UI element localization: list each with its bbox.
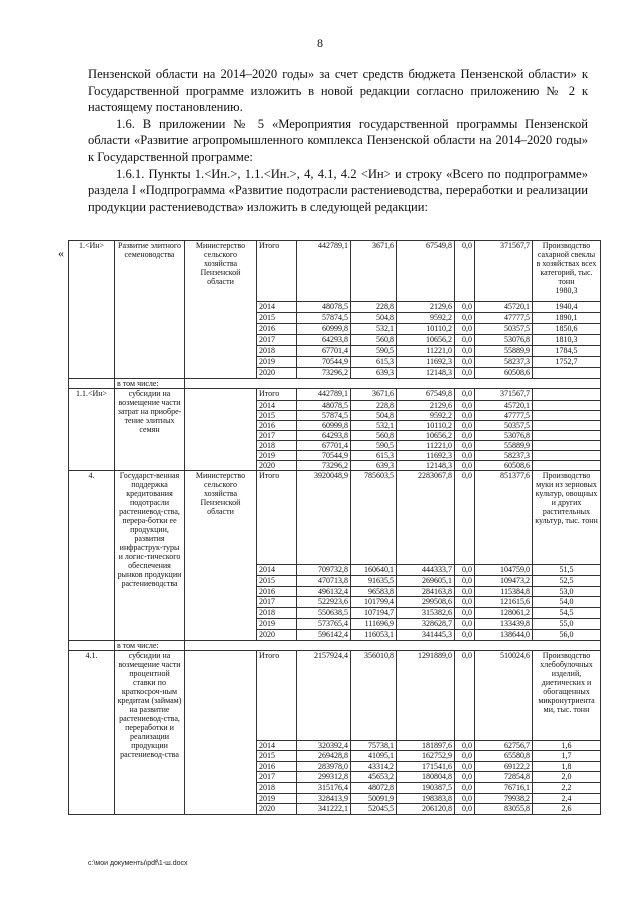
amount-cell: 0,0 <box>455 411 475 421</box>
result-value: 54,0 <box>533 597 601 608</box>
result-value: 2,2 <box>533 782 601 793</box>
amount-cell: 299312,8 <box>297 772 351 783</box>
total-value: 371567,7 <box>475 241 533 302</box>
year-cell: 2015 <box>257 411 297 421</box>
amount-cell: 573765,4 <box>297 618 351 629</box>
amount-cell: 67701,4 <box>297 441 351 451</box>
amount-cell: 269605,1 <box>397 575 455 586</box>
year-cell: 2019 <box>257 451 297 461</box>
result-value <box>533 401 601 411</box>
amount-cell: 12148,3 <box>397 368 455 379</box>
item-name: Развитие элитного семеноводства <box>115 241 185 379</box>
amount-cell: 180804,8 <box>397 772 455 783</box>
year-cell: 2019 <box>257 793 297 804</box>
year-cell: 2018 <box>257 782 297 793</box>
amount-cell: 50091,9 <box>351 793 397 804</box>
result-indicator <box>533 389 601 401</box>
amount-cell: 73296,2 <box>297 368 351 379</box>
amount-cell: 615,3 <box>351 357 397 368</box>
result-value <box>533 421 601 431</box>
amount-cell: 0,0 <box>455 772 475 783</box>
amount-cell: 73296,2 <box>297 461 351 471</box>
amount-cell: 111696,9 <box>351 618 397 629</box>
result-indicator <box>533 241 601 302</box>
amount-cell: 70544,9 <box>297 451 351 461</box>
item-executor <box>185 389 257 471</box>
result-value <box>533 431 601 441</box>
amount-cell: 107194,7 <box>351 608 397 619</box>
item-number: 1.<Ин> <box>69 241 115 379</box>
amount-cell: 115384,8 <box>475 586 533 597</box>
result-value: 1810,3 <box>533 335 601 346</box>
amount-cell: 590,5 <box>351 441 397 451</box>
amount-cell: 0,0 <box>455 401 475 411</box>
amount-cell: 48078,5 <box>297 401 351 411</box>
total-value: 3671,6 <box>351 389 397 401</box>
amount-cell: 639,3 <box>351 368 397 379</box>
result-value <box>533 461 601 471</box>
amount-cell: 190387,5 <box>397 782 455 793</box>
amount-cell: 0,0 <box>455 313 475 324</box>
amount-cell: 470713,8 <box>297 575 351 586</box>
amount-cell: 228,8 <box>351 401 397 411</box>
amount-cell: 709732,8 <box>297 565 351 576</box>
amount-cell: 11692,3 <box>397 451 455 461</box>
amount-cell: 50357,5 <box>475 421 533 431</box>
table-row-total <box>69 389 601 401</box>
amount-cell: 9592,2 <box>397 313 455 324</box>
total-value: 1291889,0 <box>397 650 455 740</box>
amount-cell: 91635,5 <box>351 575 397 586</box>
amount-cell: 341445,3 <box>397 629 455 640</box>
page-number: 8 <box>317 36 323 50</box>
amount-cell: 228,8 <box>351 302 397 313</box>
amount-cell: 596142,4 <box>297 629 351 640</box>
year-cell: 2018 <box>257 441 297 451</box>
year-cell: 2015 <box>257 575 297 586</box>
amount-cell: 328413,9 <box>297 793 351 804</box>
total-label: Итого <box>257 389 297 401</box>
amount-cell: 57874,5 <box>297 313 351 324</box>
result-value: 1850,6 <box>533 324 601 335</box>
result-value: 56,0 <box>533 629 601 640</box>
paragraph-3: 1.6.1. Пункты 1.<Ин.>, 1.1.<Ин.>, 4, 4.1, 4.2 <Ин> и строку «Всего по подпрограмме» раздела I «Подпрограмма «Развитие подотрасли растениеводства, переработки и реализации продукции растениеводства» изложить в следующей редакции: <box>88 166 588 214</box>
amount-cell: 11221,0 <box>397 441 455 451</box>
amount-cell: 198383,8 <box>397 793 455 804</box>
amount-cell: 0,0 <box>455 431 475 441</box>
blank-cell <box>69 640 115 650</box>
amount-cell: 0,0 <box>455 597 475 608</box>
year-cell: 2020 <box>257 461 297 471</box>
year-cell: 2018 <box>257 608 297 619</box>
year-cell: 2015 <box>257 751 297 762</box>
amount-cell: 0,0 <box>455 586 475 597</box>
amount-cell: 532,1 <box>351 324 397 335</box>
amount-cell: 48078,5 <box>297 302 351 313</box>
amount-cell: 0,0 <box>455 575 475 586</box>
amount-cell: 11221,0 <box>397 346 455 357</box>
total-value: 0,0 <box>455 389 475 401</box>
amount-cell: 10656,2 <box>397 431 455 441</box>
item-number: 4.1. <box>69 650 115 814</box>
total-value: 67549,8 <box>397 241 455 302</box>
amount-cell: 0,0 <box>455 608 475 619</box>
amount-cell: 41095,1 <box>351 751 397 762</box>
amount-cell: 64293,8 <box>297 335 351 346</box>
year-cell: 2016 <box>257 421 297 431</box>
amount-cell: 0,0 <box>455 346 475 357</box>
amount-cell: 76716,1 <box>475 782 533 793</box>
including-row <box>69 379 601 389</box>
year-cell: 2015 <box>257 313 297 324</box>
blank-cell <box>185 379 601 389</box>
result-value <box>533 411 601 421</box>
total-value: 67549,8 <box>397 389 455 401</box>
total-value: 442789,1 <box>297 389 351 401</box>
item-name: субсидии на возмещение части процентной ставки по краткосроч-ным кредитам (займам) на развитие растениевод-ства, переработки и реализации продукции растениевод-ства <box>115 650 185 814</box>
amount-cell: 299508,6 <box>397 597 455 608</box>
amount-cell: 128061,2 <box>475 608 533 619</box>
result-indicator <box>533 471 601 565</box>
result-value: 52,5 <box>533 575 601 586</box>
item-executor: Министерство сельского хозяйства Пензенской области <box>185 241 257 379</box>
total-value: 442789,1 <box>297 241 351 302</box>
amount-cell: 55889,9 <box>475 346 533 357</box>
including-row <box>69 640 601 650</box>
amount-cell: 60508,6 <box>475 461 533 471</box>
year-cell: 2017 <box>257 772 297 783</box>
amount-cell: 53076,8 <box>475 431 533 441</box>
amount-cell: 284163,8 <box>397 586 455 597</box>
total-label: Итого <box>257 241 297 302</box>
amount-cell: 160640,1 <box>351 565 397 576</box>
paragraph-2: 1.6. В приложении № 5 «Мероприятия государственной программы Пензенской области «Развитие агропромышленного комплекса Пензенской области на 2014–2020 годы» к Государственной программе: <box>88 116 588 164</box>
amount-cell: 0,0 <box>455 302 475 313</box>
total-value: 0,0 <box>455 241 475 302</box>
amount-cell: 47777,5 <box>475 411 533 421</box>
amount-cell: 0,0 <box>455 629 475 640</box>
item-executor <box>185 650 257 814</box>
year-cell: 2018 <box>257 346 297 357</box>
amount-cell: 55889,9 <box>475 441 533 451</box>
result-value: 1,6 <box>533 740 601 751</box>
amount-cell: 496132,4 <box>297 586 351 597</box>
amount-cell: 45653,2 <box>351 772 397 783</box>
total-value: 3920048,9 <box>297 471 351 565</box>
amount-cell: 504,8 <box>351 313 397 324</box>
amount-cell: 0,0 <box>455 461 475 471</box>
amount-cell: 58237,3 <box>475 357 533 368</box>
amount-cell: 58237,3 <box>475 451 533 461</box>
item-executor: Министерство сельского хозяйства Пензенской области <box>185 471 257 641</box>
amount-cell: 109473,2 <box>475 575 533 586</box>
amount-cell: 0,0 <box>455 761 475 772</box>
amount-cell: 60508,6 <box>475 368 533 379</box>
year-cell: 2014 <box>257 401 297 411</box>
amount-cell: 0,0 <box>455 804 475 815</box>
amount-cell: 0,0 <box>455 451 475 461</box>
item-number: 4. <box>69 471 115 641</box>
amount-cell: 162752,9 <box>397 751 455 762</box>
item-name: субсидии на возмещение части затрат на приобре-тение элитных семян <box>115 389 185 471</box>
year-cell: 2014 <box>257 565 297 576</box>
amount-cell: 0,0 <box>455 751 475 762</box>
amount-cell: 101799,4 <box>351 597 397 608</box>
year-cell: 2014 <box>257 740 297 751</box>
result-value: 1,8 <box>533 761 601 772</box>
amount-cell: 121615,6 <box>475 597 533 608</box>
amount-cell: 0,0 <box>455 441 475 451</box>
amount-cell: 83055,8 <box>475 804 533 815</box>
item-name: Государст-венная поддержка кредитования подотрасли растениевод-ства, перера-ботки ее продукции, развития инфраструк-туры и логис-тического обеспечения рынков продукции растениеводства <box>115 471 185 641</box>
amount-cell: 10110,2 <box>397 324 455 335</box>
amount-cell: 315382,6 <box>397 608 455 619</box>
year-cell: 2020 <box>257 368 297 379</box>
result-value: 53,0 <box>533 586 601 597</box>
amount-cell: 550638,5 <box>297 608 351 619</box>
amount-cell: 320392,4 <box>297 740 351 751</box>
result-value: 2,6 <box>533 804 601 815</box>
year-cell: 2014 <box>257 302 297 313</box>
result-value: 1940,4 <box>533 302 601 313</box>
year-cell: 2016 <box>257 586 297 597</box>
amount-cell: 133439,8 <box>475 618 533 629</box>
amount-cell: 52045,5 <box>351 804 397 815</box>
amount-cell: 181897,6 <box>397 740 455 751</box>
table-row-total <box>69 650 601 740</box>
amount-cell: 104759,0 <box>475 565 533 576</box>
amount-cell: 0,0 <box>455 368 475 379</box>
amount-cell: 96583,8 <box>351 586 397 597</box>
amount-cell: 0,0 <box>455 782 475 793</box>
amount-cell: 10656,2 <box>397 335 455 346</box>
amount-cell: 522923,6 <box>297 597 351 608</box>
amount-cell: 560,8 <box>351 431 397 441</box>
result-text: Производство муки из зерновых культур, овощных и других растительных культур, тыс. тонн <box>535 471 598 525</box>
amount-cell: 67701,4 <box>297 346 351 357</box>
amount-cell: 9592,2 <box>397 411 455 421</box>
amount-cell: 206120,8 <box>397 804 455 815</box>
item-number: 1.1.<Ин> <box>69 389 115 471</box>
amount-cell: 0,0 <box>455 335 475 346</box>
amount-cell: 60999,8 <box>297 421 351 431</box>
paragraph-1: Пензенской области на 2014–2020 годы» за счет средств бюджета Пензенской области» к Государственной программе изложить в новой редакции согласно приложению № 2 к настоящему постановлению. <box>88 67 588 115</box>
result-value: 55,0 <box>533 618 601 629</box>
amount-cell: 43314,2 <box>351 761 397 772</box>
amount-cell: 47777,5 <box>475 313 533 324</box>
total-value: 371567,7 <box>475 389 533 401</box>
amount-cell: 10110,2 <box>397 421 455 431</box>
year-cell: 2020 <box>257 804 297 815</box>
amount-cell: 62756,7 <box>475 740 533 751</box>
total-value: 510024,6 <box>475 650 533 740</box>
amount-cell: 53076,8 <box>475 335 533 346</box>
year-cell: 2017 <box>257 431 297 441</box>
total-value: 851377,6 <box>475 471 533 565</box>
total-value: 2283067,8 <box>397 471 455 565</box>
amount-cell: 560,8 <box>351 335 397 346</box>
including-label: в том числе: <box>115 379 185 389</box>
amount-cell: 444333,7 <box>397 565 455 576</box>
amount-cell: 65580,8 <box>475 751 533 762</box>
total-value: 356010,8 <box>351 650 397 740</box>
amount-cell: 532,1 <box>351 421 397 431</box>
amount-cell: 0,0 <box>455 421 475 431</box>
result-value: 51,5 <box>533 565 601 576</box>
result-value <box>533 368 601 379</box>
result-value: 1890,1 <box>533 313 601 324</box>
year-cell: 2016 <box>257 761 297 772</box>
amount-cell: 328628,7 <box>397 618 455 629</box>
amount-cell: 45720,1 <box>475 302 533 313</box>
result-value: 1,7 <box>533 751 601 762</box>
result-text: Производство хлебобулочных изделий, диетических и обогащенных микронутриента ми, тыс. тонн <box>538 650 595 714</box>
amount-cell: 341222,1 <box>297 804 351 815</box>
program-measures-table <box>68 240 601 815</box>
amount-cell: 69122,2 <box>475 761 533 772</box>
total-value: 2157924,4 <box>297 650 351 740</box>
result-value <box>533 441 601 451</box>
amount-cell: 590,5 <box>351 346 397 357</box>
total-label: Итого <box>257 650 297 740</box>
file-path-footer: c:\мои документы\pdf\1-ш.docx <box>88 860 188 867</box>
year-cell: 2019 <box>257 618 297 629</box>
result-value: 1752,7 <box>533 357 601 368</box>
result-value: 54,5 <box>533 608 601 619</box>
total-value: 785603,5 <box>351 471 397 565</box>
including-label: в том числе: <box>115 640 185 650</box>
amount-cell: 0,0 <box>455 740 475 751</box>
opening-quote: « <box>58 246 64 260</box>
result-indicator <box>533 650 601 740</box>
amount-cell: 615,3 <box>351 451 397 461</box>
amount-cell: 138644,0 <box>475 629 533 640</box>
amount-cell: 12148,3 <box>397 461 455 471</box>
result-value: 1784,5 <box>533 346 601 357</box>
total-value: 3671,6 <box>351 241 397 302</box>
amount-cell: 0,0 <box>455 565 475 576</box>
amount-cell: 57874,5 <box>297 411 351 421</box>
table-row-total <box>69 241 601 302</box>
blank-cell <box>69 379 115 389</box>
amount-cell: 283978,0 <box>297 761 351 772</box>
amount-cell: 2129,6 <box>397 302 455 313</box>
amount-cell: 171541,6 <box>397 761 455 772</box>
result-value <box>533 451 601 461</box>
year-cell: 2019 <box>257 357 297 368</box>
result-value: 2,4 <box>533 793 601 804</box>
total-label: Итого <box>257 471 297 565</box>
amount-cell: 269428,8 <box>297 751 351 762</box>
year-cell: 2020 <box>257 629 297 640</box>
amount-cell: 60999,8 <box>297 324 351 335</box>
amount-cell: 315176,4 <box>297 782 351 793</box>
amount-cell: 79938,2 <box>475 793 533 804</box>
amount-cell: 64293,8 <box>297 431 351 441</box>
amount-cell: 72854,8 <box>475 772 533 783</box>
year-cell: 2017 <box>257 335 297 346</box>
amount-cell: 45720,1 <box>475 401 533 411</box>
amount-cell: 11692,3 <box>397 357 455 368</box>
year-cell: 2017 <box>257 597 297 608</box>
body-text <box>88 66 588 215</box>
table-row-total <box>69 471 601 565</box>
total-value: 0,0 <box>455 471 475 565</box>
amount-cell: 504,8 <box>351 411 397 421</box>
amount-cell: 116053,1 <box>351 629 397 640</box>
blank-cell <box>185 640 601 650</box>
amount-cell: 2129,6 <box>397 401 455 411</box>
total-value: 0,0 <box>455 650 475 740</box>
amount-cell: 639,3 <box>351 461 397 471</box>
amount-cell: 48072,8 <box>351 782 397 793</box>
amount-cell: 0,0 <box>455 357 475 368</box>
result-total: 1980,3 <box>555 286 578 295</box>
amount-cell: 75738,1 <box>351 740 397 751</box>
amount-cell: 70544,9 <box>297 357 351 368</box>
amount-cell: 0,0 <box>455 793 475 804</box>
amount-cell: 0,0 <box>455 324 475 335</box>
result-text: Производство сахарной свеклы в хозяйствах всех категорий, тыс. тонн <box>536 241 597 286</box>
year-cell: 2016 <box>257 324 297 335</box>
amount-cell: 50357,5 <box>475 324 533 335</box>
amount-cell: 0,0 <box>455 618 475 629</box>
result-value: 2,0 <box>533 772 601 783</box>
